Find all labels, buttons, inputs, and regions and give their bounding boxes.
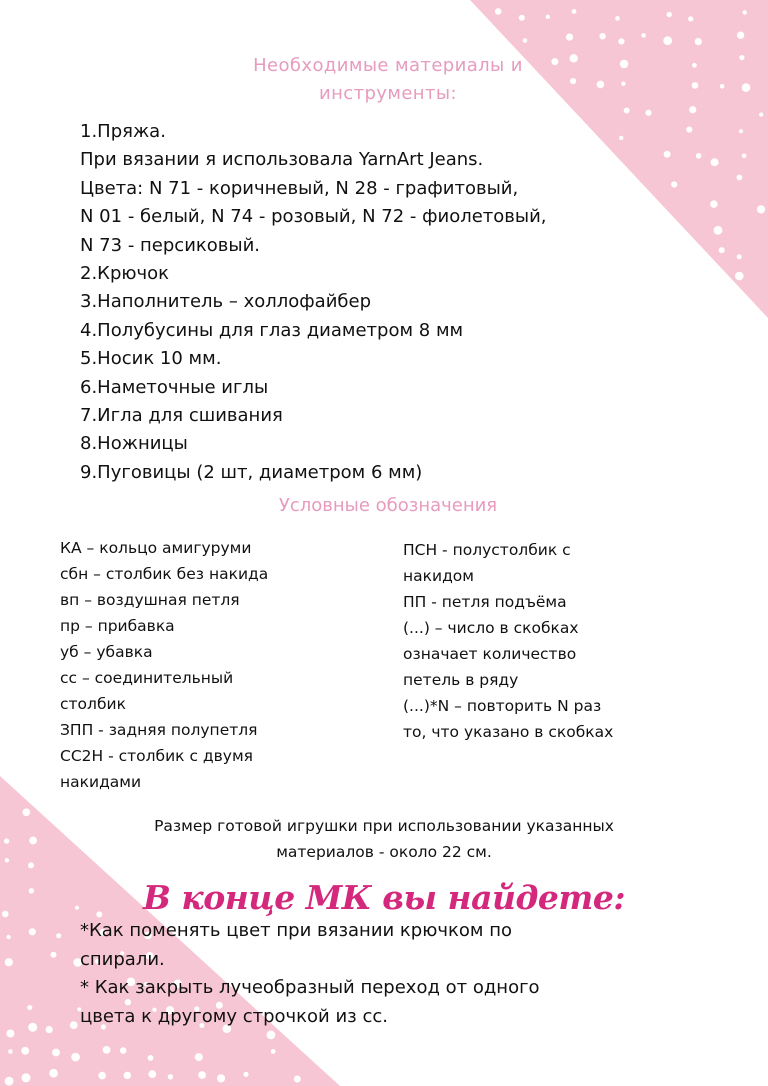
footer-heading: В конце МК вы найдете:	[142, 878, 626, 917]
materials-title-line-2: инструменты:	[319, 83, 457, 104]
legend-item: ПП - петля подъёма	[403, 593, 567, 611]
legend-item: то, что указано в скобках	[403, 723, 614, 741]
materials-title-line-1: Необходимые материалы и	[253, 55, 523, 76]
materials-item: 9.Пуговицы (2 шт, диаметром 6 мм)	[80, 461, 423, 483]
materials-item: При вязании я использовала YarnArt Jeans.	[80, 149, 484, 171]
tips-line: спирали.	[80, 948, 165, 970]
legend-list-right	[403, 537, 703, 745]
legend-item: ПСН - полустолбик с	[403, 541, 571, 559]
toy-size-note-line-2: материалов - около 22 см.	[276, 843, 492, 861]
legend-list-left	[60, 535, 360, 795]
legend-item: столбик	[60, 695, 126, 713]
legend-item: вп – воздушная петля	[60, 591, 240, 609]
materials-item: 4.Полубусины для глаз диаметром 8 мм	[80, 319, 464, 341]
materials-item: 1.Пряжа.	[80, 121, 166, 142]
toy-size-note-line-1: Размер готовой игрушки при использовании указанных	[154, 817, 614, 835]
materials-list	[80, 118, 720, 487]
materials-item: N 01 - белый, N 74 - розовый, N 72 - фиолетовый,	[80, 206, 547, 228]
materials-title	[160, 52, 616, 108]
materials-item: 8.Ножницы	[80, 433, 188, 455]
legend-title: Условные обозначения	[278, 495, 498, 516]
legend-item: петель в ряду	[403, 671, 519, 689]
materials-item: 2.Крючок	[80, 263, 170, 285]
toy-size-note	[84, 813, 684, 865]
tips-line: цвета к другому строчкой из сс.	[80, 1005, 388, 1027]
tips-list	[80, 917, 680, 1031]
legend-item: накидом	[403, 567, 474, 585]
materials-item: Цвета: N 71 - коричневый, N 28 - графитовый,	[80, 177, 519, 199]
legend-item: сбн – столбик без накида	[60, 565, 269, 583]
legend-item: КА – кольцо амигуруми	[60, 539, 252, 557]
legend-item: СС2Н - столбик с двумя	[60, 747, 253, 765]
materials-item: 7.Игла для сшивания	[80, 405, 283, 427]
legend-item: накидами	[60, 773, 142, 791]
materials-item: 3.Наполнитель – холлофайбер	[80, 291, 372, 313]
legend-item: пр – прибавка	[60, 617, 175, 635]
legend-item: уб – убавка	[60, 643, 153, 661]
tips-line: *Как поменять цвет при вязании крючком по	[80, 920, 512, 941]
materials-item: 6.Наметочные иглы	[80, 376, 269, 398]
legend-item: (...) – число в скобках	[403, 619, 579, 637]
tips-line: * Как закрыть лучеобразный переход от одного	[80, 977, 540, 999]
materials-item: N 73 - персиковый.	[80, 234, 261, 256]
materials-item: 5.Носик 10 мм.	[80, 348, 222, 370]
legend-item: означает количество	[403, 645, 577, 663]
legend-item: ЗПП - задняя полупетля	[60, 721, 258, 739]
legend-item: (...)*N – повторить N раз	[403, 697, 602, 715]
legend-item: сс – соединительный	[60, 669, 234, 687]
